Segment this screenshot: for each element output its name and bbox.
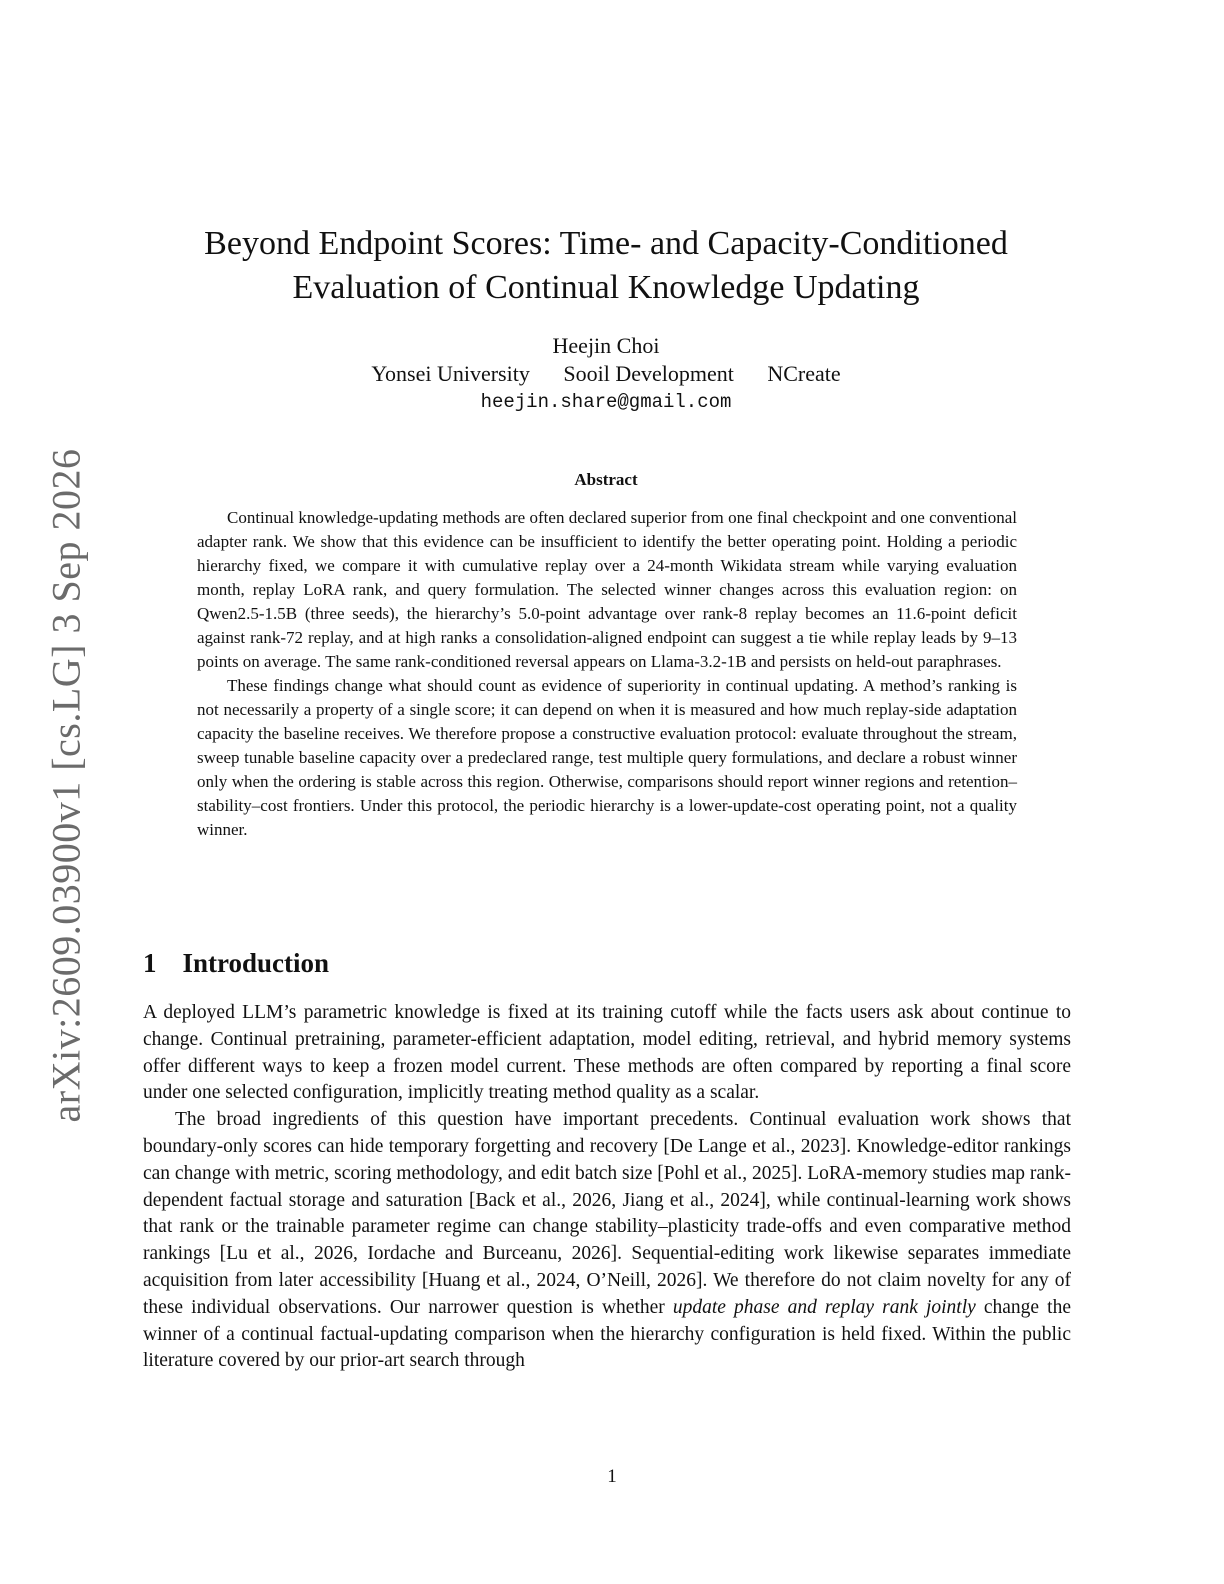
intro-paragraph-2-emphasis: update phase and replay rank jointly (672, 1296, 976, 1318)
author-block (150, 332, 1062, 416)
paper-title (150, 222, 1062, 310)
arxiv-identifier: arXiv:2609.03900v1 [cs.LG] 3 Sep 2026 (43, 448, 89, 1122)
author-email: heejin.share@gmail.com (480, 391, 732, 413)
intro-paragraph-2-text-b: change the winner of a continual factual-updating comparison when the hierarchy configuration is held fixed. Within the public literature covered by our prior-art search through (143, 1296, 1071, 1372)
title-line-1: Beyond Endpoint Scores: Time- and Capacity-Conditioned (204, 225, 1008, 262)
abstract-heading: Abstract (574, 470, 638, 489)
introduction-body (143, 1000, 1071, 1375)
author-name: Heejin Choi (552, 333, 660, 358)
intro-paragraph-2-text-a: The broad ingredients of this question have important precedents. Continual evaluation work shows that boundary-only scores can hide temporary forgetting and recovery [De Lange et al., 2023]. Knowledge-editor rankings can change with metric, scoring methodology, and edit batch size [Pohl et al., 2025]. LoRA-memory studies map rank-dependent factual storage and saturation [Back et al., 2026, Jiang et al., 2024], while continual-learning work shows that rank or the trainable parameter regime can change stability–plasticity trade-offs and even comparative method rankings [Lu et al., 2026, Iordache and Burceanu, 2026]. Sequential-editing work likewise separates immediate acquisition from later accessibility [Huang et al., 2024, O’Neill, 2026]. We therefore do not claim novelty for any of these individual observations. Our narrower question is whether (143, 1109, 1071, 1318)
title-line-2: Evaluation of Continual Knowledge Updating (292, 269, 920, 306)
abstract-paragraph-2: These findings change what should count as evidence of superiority in continual updating. A method’s ranking is not necessarily a property of a single score; it can depend on when it is measured and how much replay-side adaptation capacity the baseline receives. We therefore propose a constructive evaluation protocol: evaluate throughout the stream, sweep tunable baseline capacity over a predeclared range, test multiple query formulations, and declare a robust winner only when the ordering is stable across this region. Otherwise, comparisons should report winner regions and retention–stability–cost frontiers. Under this protocol, the periodic hierarchy is a lower-update-cost operating point, not a quality winner. (197, 676, 1017, 839)
abstract-paragraph-1: Continual knowledge-updating methods are often declared superior from one final checkpoint and one conventional adapter rank. We show that this evidence can be insufficient to identify the better operating point. Holding a periodic hierarchy fixed, we compare it with cumulative replay over a 24-month Wikidata stream while varying evaluation month, replay LoRA rank, and query formulation. The selected winner changes across this evaluation region: on Qwen2.5-1.5B (three seeds), the hierarchy’s 5.0-point advantage over rank-8 replay becomes an 11.6-point deficit against rank-72 replay, and at high ranks a consolidation-aligned endpoint can suggest a tie while replay leads by 9–13 points on average. The same rank-conditioned reversal appears on Llama-3.2-1B and persists on held-out paraphrases. (197, 508, 1017, 671)
intro-paragraph-2 (143, 1107, 1071, 1375)
affiliation-2: Sooil Development (563, 361, 734, 386)
section-title: Introduction (182, 948, 330, 978)
intro-paragraph-1: A deployed LLM’s parametric knowledge is fixed at its training cutoff while the facts users ask about continue to change. Continual pretraining, parameter-efficient adaptation, model editing, retrieval, and hybrid memory systems offer different ways to keep a frozen model current. These methods are often compared by reporting a final score under one selected configuration, implicitly treating method quality as a scalar. (143, 1002, 1071, 1104)
abstract-body (197, 506, 1017, 842)
arxiv-sidebar-stamp (40, 450, 92, 1120)
affiliation-3: NCreate (767, 361, 841, 386)
affiliations (150, 360, 1062, 388)
section-heading-introduction (143, 945, 329, 981)
section-number: 1 (143, 948, 157, 978)
affiliation-1: Yonsei University (371, 361, 530, 386)
page-number: 1 (607, 1466, 617, 1487)
